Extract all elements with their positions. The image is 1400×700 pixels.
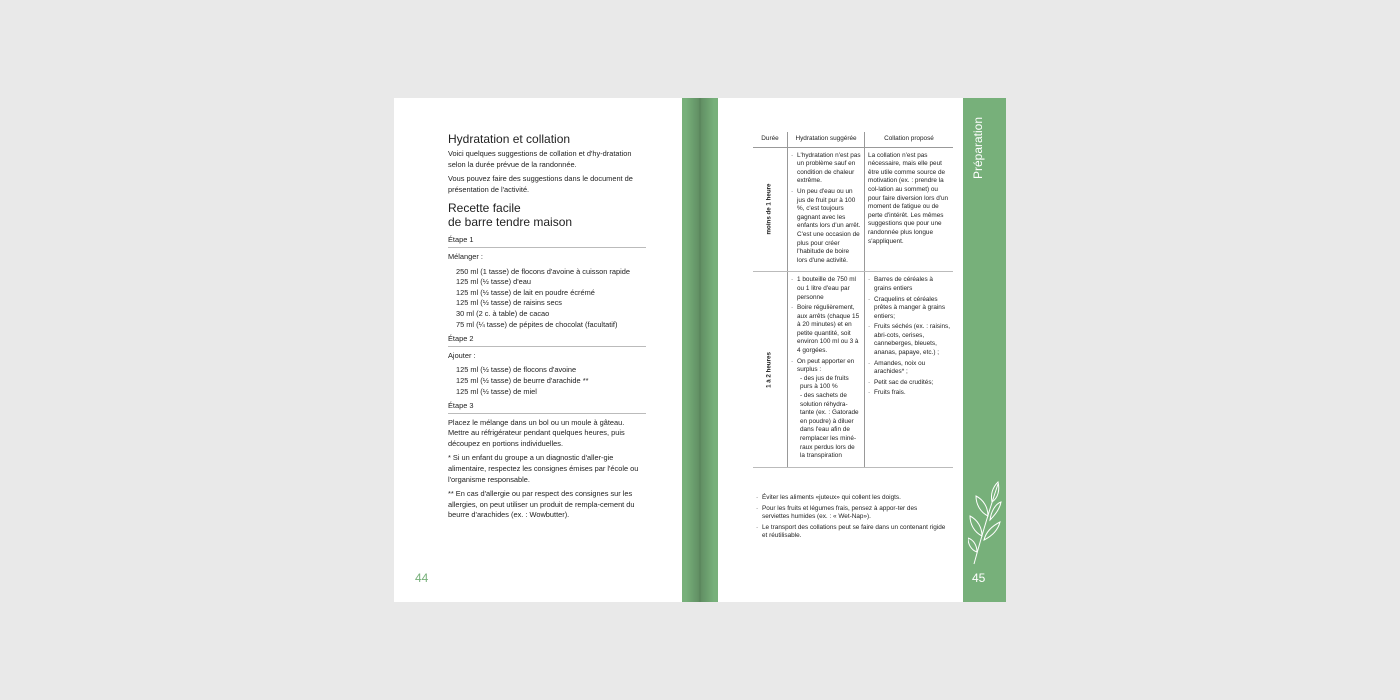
column-header-duration: Durée [753, 132, 788, 147]
column-header-hydration: Hydratation suggérée [788, 132, 865, 147]
footnote-peanut: ** En cas d'allergie ou par respect des consignes sur les allergies, on peut utiliser un produit de rempla-cement du beurre d'arachides (ex. : Wowbutter). [448, 489, 635, 520]
footnote-allergy: * Si un enfant du groupe a un diagnostic d'aller-gie alimentaire, respectez les consignes émises par l'école ou l'organisme responsable. [448, 453, 639, 484]
left-page [394, 98, 700, 602]
ingredient-item: 30 ml (2 c. à table) de cacao [456, 308, 550, 318]
step-2-intro: Ajouter : [448, 350, 476, 360]
snack-cell [865, 272, 953, 467]
hydration-list [791, 276, 861, 460]
ingredient-item: 125 ml (½ tasse) de flocons d'avoine [456, 365, 577, 375]
duration-label: 1 à 2 heures [765, 351, 773, 388]
snack-text: La collation n'est pas nécessaire, mais elle peut être utile comme source de motivation (ex. : prendre la col-lation au sommet) ou pour faire diversion lors d'un moment de fatigue ou de perte d'intérêt. Les mêmes suggestions que pour une randonnée plus longue s'appliquent. [868, 151, 949, 245]
list-item: · Fruits séchés (ex. : raisins, abri-cots, cerises, canneberges, bleuets, ananas, papaye, etc.) ; [868, 323, 950, 357]
table-row [753, 272, 953, 467]
list-item: · 1 bouteille de 750 ml ou 1 litre d'eau par personne [791, 276, 861, 302]
ingredient-item: 125 ml (½ tasse) de miel [456, 386, 537, 396]
duration-cell [753, 272, 788, 467]
step-3-heading: Étape 3 [448, 401, 646, 414]
list-item: · Boire régulièrement, aux arrêts (chaque 15 à 20 minutes) et en petite quantité, soit environ 100 ml ou 3 à 4 gorgées. [791, 304, 861, 356]
ingredient-item: 125 ml (½ tasse) de lait en poudre écrémé [456, 287, 595, 297]
page-number: 44 [415, 571, 429, 585]
snack-cell [865, 147, 953, 272]
list-item: · L'hydratation n'est pas un problème sauf en condition de chaleur extrême. [791, 152, 861, 186]
note-item: · Le transport des collations peut se faire dans un contenant rigide et réutilisable. [756, 524, 946, 541]
list-item: · Petit sac de crudités; [868, 379, 950, 388]
ingredient-item: 250 ml (1 tasse) de flocons d'avoine à cuisson rapide [456, 266, 630, 276]
ingredient-item: 125 ml (½ tasse) de raisins secs [456, 298, 562, 308]
hydration-table [753, 132, 953, 468]
list-item [791, 358, 861, 461]
intro-paragraph: Voici quelques suggestions de collation et d'hy-dratation selon la durée prévue de la randonnée. [448, 149, 632, 169]
duration-label: moins de 1 heure [765, 184, 773, 235]
sub-item: - des sachets de solution réhydra-tante (ex. : Gatorade en poudre) à diluer dans l'eau afin de remplacer les miné-raux perdus lors de la transpiration [800, 392, 859, 460]
hydration-list [791, 152, 861, 266]
list-item: · Amandes, noix ou arachides* ; [868, 360, 950, 377]
step-2-heading: Étape 2 [448, 334, 646, 347]
column-header-snack: Collation proposé [865, 132, 953, 147]
step-1-heading: Étape 1 [448, 235, 646, 248]
section-title: Préparation [971, 116, 985, 180]
step-1-intro: Mélanger : [448, 251, 483, 261]
ingredient-item: 125 ml (½ tasse) de beurre d'arachide ** [456, 375, 589, 385]
left-page-content [448, 132, 646, 525]
hydration-cell [788, 272, 865, 467]
right-page [700, 98, 1006, 602]
page-number: 45 [972, 571, 986, 585]
list-item-text: On peut apporter en surplus : [797, 357, 855, 374]
list-item: · Barres de céréales à grains entiers [868, 276, 950, 293]
recipe-title-line-1: Recette facile [448, 201, 521, 216]
ingredient-item: 125 ml (½ tasse) d'eau [456, 277, 531, 287]
duration-cell [753, 147, 788, 272]
note-item: · Pour les fruits et légumes frais, pensez à appor-ter des serviettes humides (ex. : « Wet-Nap»). [756, 505, 946, 522]
step-2-ingredients [456, 365, 646, 397]
list-item: · Fruits frais. [868, 389, 950, 398]
table-header-row [753, 132, 953, 147]
spine-green-strip [682, 98, 700, 602]
page-title: Hydratation et collation [448, 132, 571, 146]
recipe-title-line-2: de barre tendre maison [448, 215, 573, 230]
recipe-title [448, 201, 646, 229]
table-row [753, 147, 953, 272]
step-3-text: Placez le mélange dans un bol ou un moule à gâteau. Mettre au réfrigérateur pendant quelques heures, puis découpez en portions individuelles. [448, 417, 625, 448]
spine-green-strip [700, 98, 718, 602]
step-1-ingredients [456, 267, 646, 331]
ingredient-item: 75 ml (¼ tasse) de pépites de chocolat (facultatif) [456, 319, 618, 329]
hydration-cell [788, 147, 865, 272]
intro-paragraph-2: Vous pouvez faire des suggestions dans le document de présentation de l'activité. [448, 174, 633, 194]
list-item: · Craquelins et céréales prêtes à manger à grains entiers; [868, 296, 950, 322]
note-item: · Éviter les aliments «juteux» qui collent les doigts. [756, 494, 946, 503]
snack-list [868, 276, 950, 398]
notes-list [756, 494, 946, 543]
leaf-branch-icon [968, 480, 1002, 566]
sub-item: - des jus de fruits purs à 100 % [800, 374, 849, 391]
list-item: · Un peu d'eau ou un jus de fruit pur à 100 %, c'est toujours gagnant avec les enfants lors d'un arrêt. C'est une occasion de plus pour créer l'habitude de boire lors d'une activité. [791, 188, 861, 265]
